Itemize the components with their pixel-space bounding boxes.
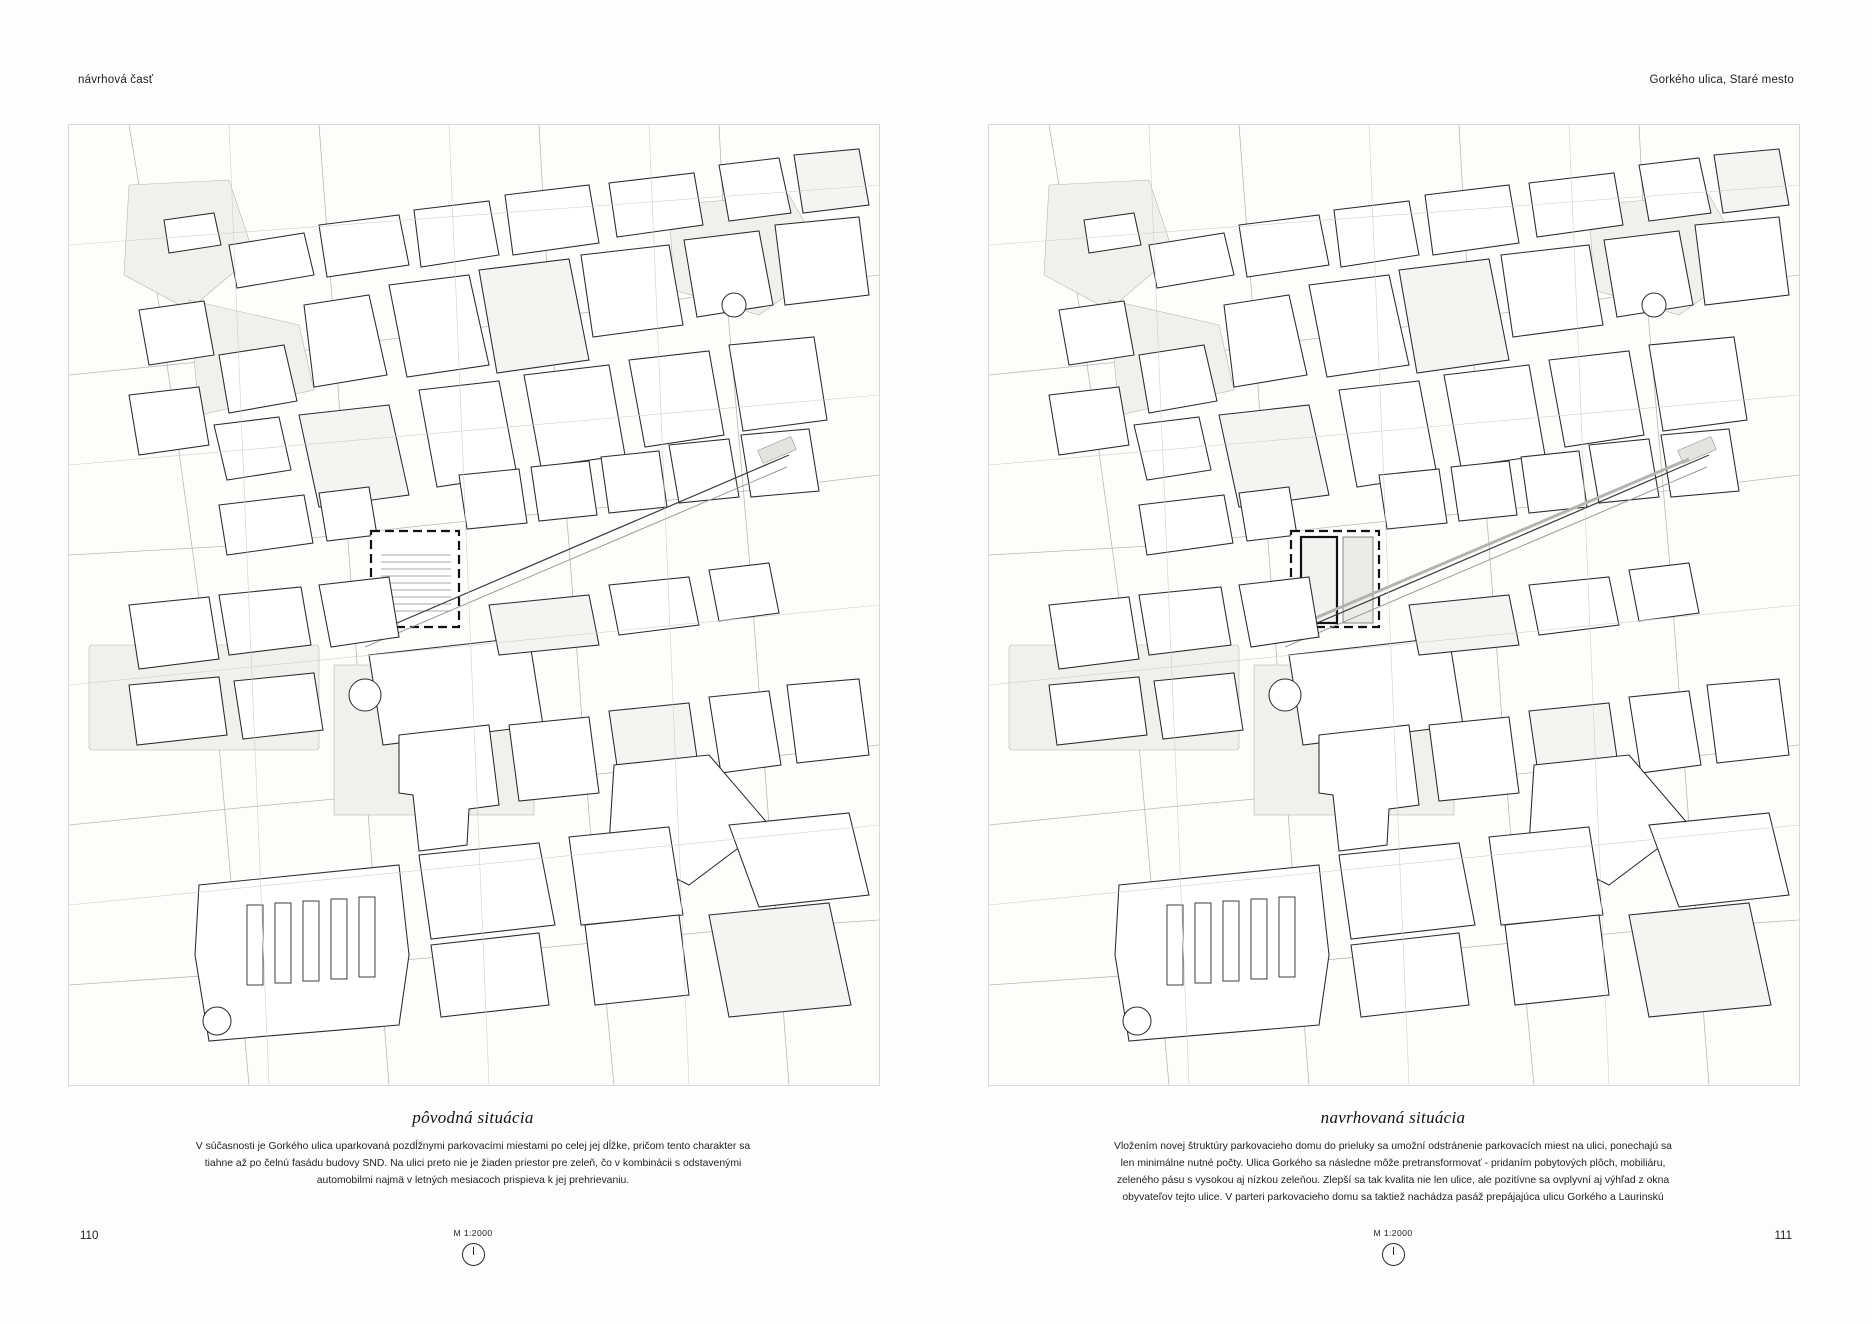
scale-proposed xyxy=(988,1228,1798,1266)
running-head-right: Gorkého ulica, Staré mesto xyxy=(1649,74,1794,86)
scale-existing xyxy=(68,1228,878,1266)
site-plan-existing xyxy=(68,124,880,1086)
caption-body-existing: V súčasnosti je Gorkého ulica uparkovaná pozdĺžnymi parkovacími miestami po celej jej dĺžke, pričom tento charakter sa tiahne až po čelnú fasádu budovy SND. Na ulici preto nie je žiaden priestor pre zeleň, čo v kombinácii s odstavenými automobilmi najmä v letných mesiacoch prispieva k jej prehrievaniu. xyxy=(195,1141,751,1186)
scale-label-proposed: M 1:2000 xyxy=(1373,1228,1413,1238)
page-number-left: 110 xyxy=(80,1230,99,1242)
caption-title-proposed: navrhovaná situácia xyxy=(1320,1108,1466,1127)
running-head-left: návrhová časť xyxy=(78,74,154,86)
caption-existing xyxy=(68,1108,878,1190)
page-number-right: 111 xyxy=(1774,1230,1792,1242)
scale-label-existing: M 1:2000 xyxy=(453,1228,493,1238)
caption-title-existing: pôvodná situácia xyxy=(412,1108,534,1127)
north-arrow-icon xyxy=(462,1243,485,1266)
site-plan-proposed xyxy=(988,124,1800,1086)
caption-body-proposed: Vložením novej štruktúry parkovacieho domu do prieluky sa umožní odstránenie parkovacích miest na ulici, ponechajú sa len minimálne nutné počty. Ulica Gorkého sa následne môže pretransformovať - pridaním pobytových plôch, mobiliáru, zeleného pásu s vysokou aj nízkou zeleňou. Zlepší sa tak kvalita nie len ulice, ale pozitívne sa ovplyvní aj výhľad z okna obyvateľov tejto ulice. V parteri parkovacieho domu sa taktiež nachádza pasáž prepájajúca ulicu Gorkého a Laurinskú xyxy=(1114,1141,1672,1203)
north-arrow-icon xyxy=(1382,1243,1405,1266)
caption-proposed xyxy=(988,1108,1798,1206)
